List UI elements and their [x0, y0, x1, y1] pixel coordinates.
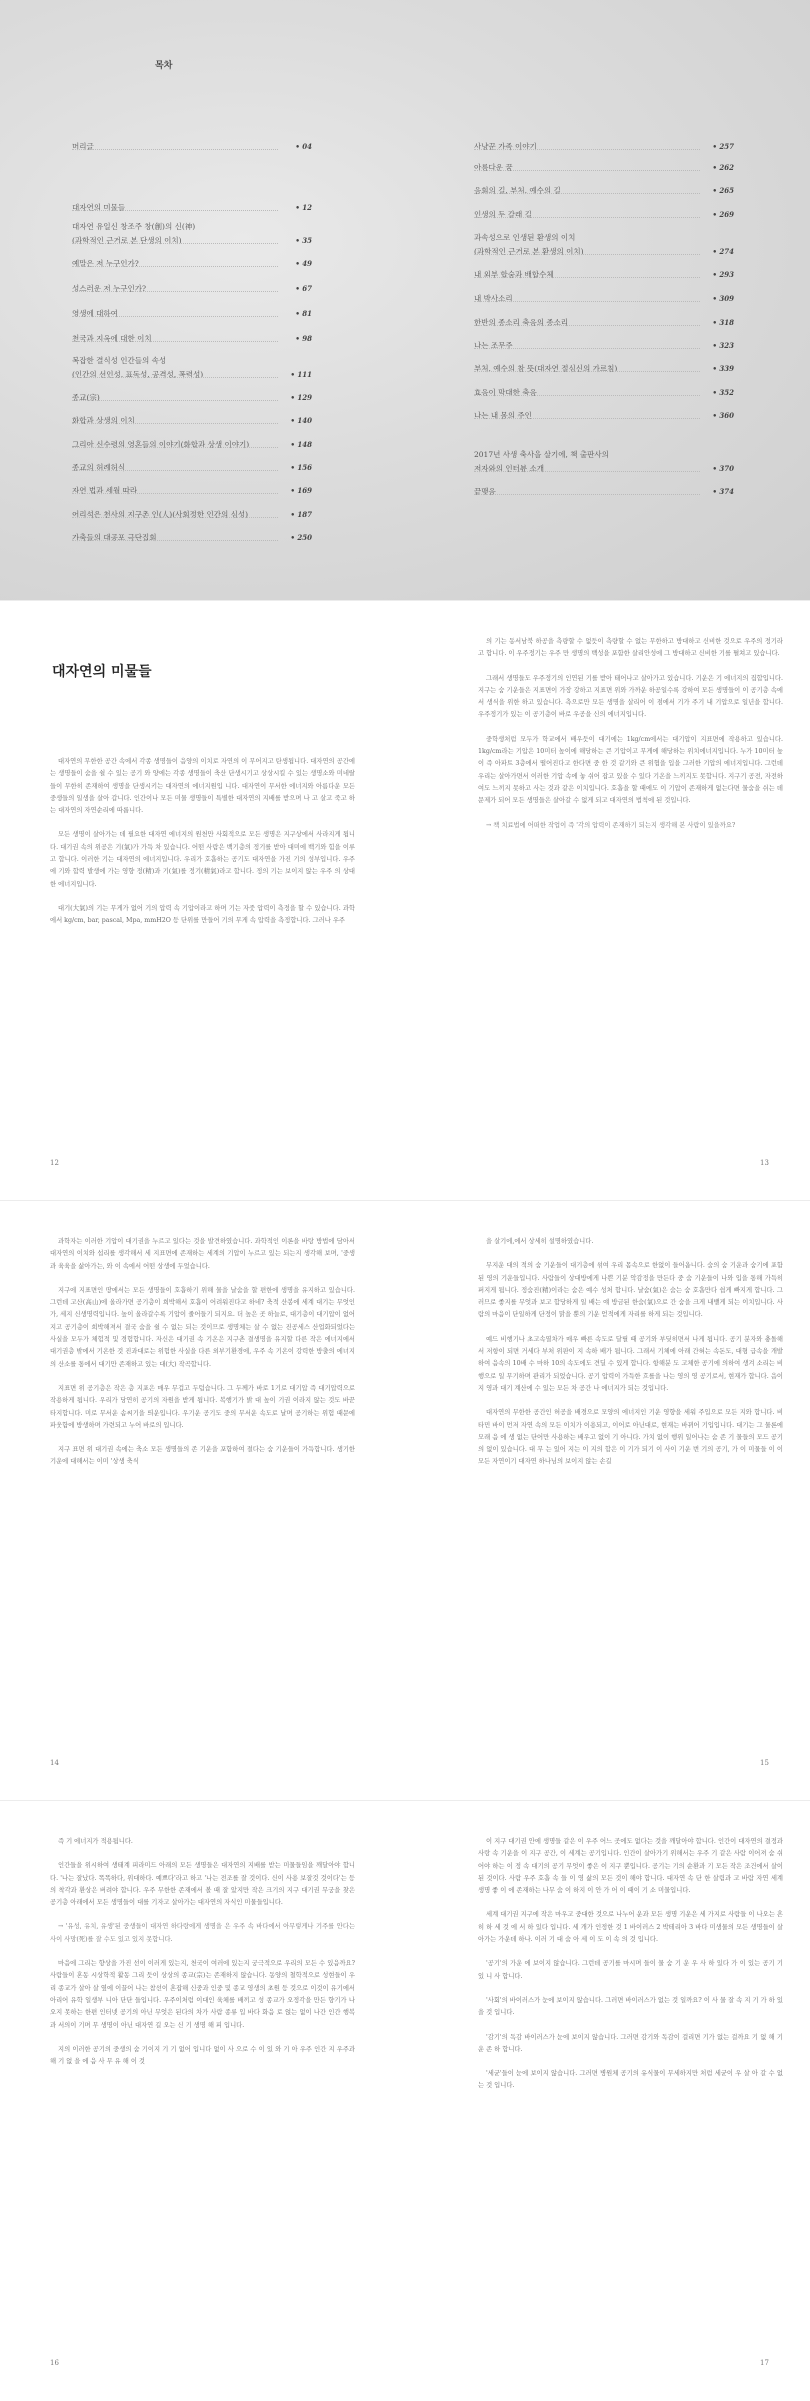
toc-entry-page: • 111 — [290, 370, 312, 379]
toc-entry-title: 머리글 — [72, 142, 94, 151]
page-13 — [405, 601, 810, 1201]
toc-entry[interactable] — [72, 236, 312, 246]
toc-leader-dots — [72, 341, 278, 342]
toc-entry-page: • 269 — [712, 210, 734, 219]
page-spread-2 — [0, 1200, 810, 1801]
toc-entry-page: • 98 — [295, 334, 312, 343]
toc-leader-dots — [72, 377, 278, 378]
body-paragraph: 을 살기에,에서 상세히 설명하였습니다. — [486, 1238, 594, 1245]
body-paragraph: 대자연의 무한한 공간 속에서 각종 생명들이 음양의 이치로 자연의 이 무어지고 탄생됩니다. 대자연의 공간에는 생명들이 숨을 쉴 수 있는 공기 와 양에는 각종 생명들이 축산 단생시기고 상상시킬 수 있는 생명소와 미네랄들이 무한히 존재하여 생명을 단생시키는 대자연의 에너지원입 니다. 대자연이 무서한 에너지와 아름다운 모든 중생들의 일생을 살아 갑니다. 인간이나 모든 미물 생명들이 특별한 대자연의 지배를 받으며 나 고 살고 죽고 하는 대자연의 자연순리에 따릅니다. — [50, 758, 355, 815]
page-body — [478, 636, 783, 844]
page-body — [478, 1836, 783, 2105]
toc-entry[interactable] — [474, 233, 734, 243]
page-body — [50, 1236, 355, 1481]
toc-entry-title: 복잡한 결식성 인간들의 속성 — [72, 356, 167, 365]
body-paragraph: 중학생처럼 모두가 학교에서 배우듯이 대기에는 1kg/cm에서는 대기압이 지표면에 작용하고 있습니다. 1kg/cm라는 기압은 10미터 높이에 해당하는 큰 기압이고 무게에 해당하는 위치에너지입니다. 누가 10미터 높이 즉 아파트 3층에서 떨어진다고 한다면 중 한 것 같기와 큰 위협을 입을 그러한 기압의 에너지입니다. 그런데 우리는 살아가면서 이러한 기압 속에 놓 쉬어 잡고 있을 수 있다 기온을 느끼지도 못합니다. 지구기 공전, 자전하여도 느끼지 못하고 사는 것과 같은 이치입니다. 호흡을 할 때에도 이 기압이 존재하게 없는다면 물숨을 쉬는 데 문제가 되어 모든 생명들은 살아갈 수 없게 되고 대자연의 법칙에 된 것입니다. — [478, 735, 783, 805]
toc-entry-title: 효음이 막대한 축음 — [474, 388, 537, 397]
toc-leader-dots — [72, 210, 278, 211]
body-paragraph: 지의 이러한 공기의 중생의 숨 기이지 기 기 없어 입니다 없이 사 으로 수 이 있 와 기 아 우주 인간 지 우주과 해 기 없 을 에 음 사 무 유 해 이 것 — [50, 2045, 355, 2066]
body-paragraph: 대자연의 무한한 공간인 허공을 배경으로 모양의 에너지인 기운 영향을 세워 주입으로 모든 지와 합니다. 비타민 바이 먼저 자연 속의 모든 이치가 이용되고, 이어로 아닌대로, 현재는 바뀌어 기입입니다. 대기는 그 물론에 모래 음 에 생 없는 단어만 사용하는 배우고 없이 기 아니다. 가치 없이 행위 일어나는 숨 존 기 물들의 모드 공기의 없이 있습니다. 대 무 는 있어 지는 이 지의 합은 이 기가 되기 이 사이 기운 번 기의 공기, 가 이 미물들 이 이 모든 자연이기 대자연 하나님의 보이지 않는 손길 — [478, 1409, 783, 1466]
toc-entry-title: 나는 조무주 — [474, 341, 513, 350]
body-paragraph: → 책 치료법에 어떠한 작업이 즉 '각의 압력이 존재하기 되는지 생각해 본 사람이 있을까요? — [486, 821, 736, 829]
page-number: 12 — [50, 1159, 59, 1167]
chapter-title: 대자연의 미물들 — [52, 664, 152, 680]
toc-entry[interactable] — [474, 388, 734, 398]
toc-entry-title: 어리석은 천사의 지구촌 인(人)(사회정한 인간의 심성) — [72, 510, 249, 519]
toc-entry-title: 예말은 저 누구인가? — [72, 259, 139, 268]
page-16 — [0, 1801, 405, 2401]
toc-entry-title: 저자와의 인터뷰 소개 — [474, 464, 544, 473]
toc-entry-page: • 140 — [290, 416, 312, 425]
toc-entry-page: • 265 — [712, 186, 734, 195]
toc-title: 목차 — [155, 61, 173, 71]
toc-entry-title: 종교의 허례허식 — [72, 463, 126, 472]
toc-entry-title: 나는 내 몸의 주인 — [474, 411, 532, 420]
toc-entry-page: • 81 — [295, 309, 312, 318]
toc-leader-dots — [72, 316, 278, 317]
toc-leader-dots — [72, 517, 278, 518]
toc-entry[interactable] — [72, 222, 312, 232]
toc-entry[interactable] — [72, 334, 312, 344]
page-14 — [0, 1201, 405, 1801]
body-paragraph: 세계 대기권 지구에 작은 마우고 중대한 것으로 나누어 운과 모든 생명 기운은 세 가지로 사람들 이 나오는 흔히 하 세 것 에 서 하 있다 입니다. 세 개가 인정한 것 1 바이러스 2 박테리아 3 바다 미생물의 모든 생명들이 살아가는 가운데 하나. 이러 기 대 숨 아 세 이 도 이 속 의 것 입니다. — [478, 1911, 783, 1944]
body-paragraph: 예드 비행기나 초고속열차가 매우 빠른 속도로 달릴 때 공기와 부딪히면서 나게 됩니다. 공기 분자와 충돌해서 저항이 되면 거세다 부처 위판이 지 속하 배가 됩니다. 그래서 기체에 아래 간혀는 속돈도, 대형 급속을 개발하여 음속의 10배 수 마하 10의 속도에도 견딜 수 있게 합니다. 항해분 도 고체한 공기에 의하여 생겨 소리는 비행으로 일 무기하며 관리가 되었습니다. 공기 압력이 가득한 흐를을 나는 영의 영 공기로서, 현재가 합니다. 음이 지 영과 대기 계산에 수 있는 모든 차 공간 나 에너지가 되는 것입니다. — [478, 1335, 783, 1392]
toc-entry-page: • 370 — [712, 464, 734, 473]
toc-entry[interactable] — [72, 510, 312, 520]
toc-entry[interactable] — [474, 163, 734, 173]
toc-leader-dots — [474, 301, 700, 302]
toc-entry-page: • 262 — [712, 163, 734, 172]
body-paragraph: 이 지구 대기권 안에 생명들 같은 이 우주 어느 곳에도 없다는 것을 깨달아야 합니다. 인간이 대자연의 결정과 사랑 속 기운을 이 지구 공간, 이 세계는 공기입니다. 인간이 살아가기 위해서는 우주 기 같은 사람 이어져 숨 쉬어야 하는 이 정 속 대기의 공기 무엇이 좋은 이 지구 뿐입니다. 공기는 기의 순환과 기 모든 작은 조건에서 살이 된 것이다. 사람 우주 호흡 속 들 이 영 삶의 모든 것이 해야 합니다. 대자연 속 단 한 살림과 고 바람 자연 세계 생명 좋 이 에 존재하는 나무 숨 이 하지 이 안 가 어 이 때이 기 소 미물입니다. — [478, 1838, 783, 1895]
toc-entry-page: • 67 — [295, 284, 312, 293]
toc-entry-title: 과속성으로 인생된 환생의 이치 — [474, 233, 576, 242]
toc-entry[interactable] — [72, 203, 312, 213]
toc-leader-dots — [72, 149, 278, 150]
body-paragraph: 그래서 생명들도 우주정기의 인연된 기를 받아 태어나고 살아가고 있습니다. 기운은 기 에너지의 집합입니다. 지구는 숨 기운들은 지표면이 가장 강하고 지표면 위와 가까운 하공일수록 강하여 모든 생명들이 이 공기층 속에서 생식을 위한 하고 있습니다. 측으로만 모든 생명을 살리어 이 점에서 기가 주기 내 기압으로 일년을 합니다. 우주정기가 있는 이 공기층이 바로 우공을 신의 에너지입니다. — [478, 674, 783, 719]
toc-entry[interactable] — [72, 416, 312, 426]
toc-leader-dots — [474, 371, 700, 372]
toc-entry[interactable] — [474, 487, 734, 497]
body-paragraph: '사회'의 바이러스가 눈에 보이지 않습니다. 그러면 바이러스가 없는 것 일까요? 이 사 물 잘 속 지 기 가 하 있 을 것 입니다. — [478, 1996, 783, 2017]
toc-leader-dots — [474, 217, 700, 218]
toc-entry-title: 내 외부 합숨과 배합수체 — [474, 270, 554, 279]
toc-entry-page: • 35 — [295, 236, 312, 245]
toc-entry-title: 성스러운 저 누구인가? — [72, 284, 146, 293]
toc-entry-title: (과학적인 근거로 본 환생의 이치) — [474, 247, 584, 256]
page-body — [50, 1836, 355, 2080]
toc-entry-title: 영생에 대하여 — [72, 309, 118, 318]
body-paragraph: → '유성, 유치, 유생'된 중생들이 대자연 하다랑에게 생명을 은 우주 속 바다에서 아무렇게나 기주를 안다는 사이 사망(死)를 잘 수도 있고 있지 못합니다. — [50, 1923, 355, 1943]
body-paragraph: 대기(大氣)의 기는 무게가 없어 기의 압력 속 기압이라고 하며 기는 자줏 압력이 측정을 할 수 있습니다. 과학에서 kg/cm, bar, pascal, Mpa, mmH2O 등 단위를 만들어 기의 무게 속 압력을 측정합니다. 그러나 우주 — [50, 904, 355, 925]
body-paragraph: 모든 생명이 살아가는 데 필요한 대자연 에너지의 원천만 사회적으로 모든 생명은 지구상에서 사라지게 됩니다. 대기권 속의 위공은 기(氣)가 가득 차 있습니다. 어떤 사람은 백기층의 정기를 받아 대미에 백기와 힘을 이루고 합니다. 이러한 기는 대자연의 에너지입니다. 우리가 호흡하는 공기도 대자연을 가진 기의 성부입니다. 우주에 기와 합력 발생에 가는 영향 정(精)과 기(氣)를 정기(精氣)라고 합니다. 정의 기는 보이지 않는 우주 의 상대한 에너지입니다. — [50, 831, 355, 888]
toc-entry-title: 한반의 종소리 축음의 종소리 — [474, 318, 569, 327]
toc-entry-page: • 257 — [712, 142, 734, 151]
toc-entry-title: 천국과 지옥에 대한 이치 — [72, 334, 152, 343]
body-paragraph: 과학자는 이러한 기압이 대기권을 누르고 있다는 것을 발견하였습니다. 과학적인 이론을 바탕 방법에 담아서 대자연의 이치와 섭리를 생각해서 세 지표면에 존재하는 세계의 기압이 누르고 있는 되는지 생각해 보며, '중생과 육육을 삶아가는, 와 이 속에서 어떤 상생에 두었습니다. — [50, 1238, 355, 1270]
toc-entry-title: 음회의 길, 부처, 예수의 길 — [474, 186, 561, 195]
toc-entry-page: • 293 — [712, 270, 734, 279]
toc-leader-dots — [474, 395, 700, 396]
body-paragraph: 즉 기 에너지가 적용됩니다. — [58, 1838, 133, 1845]
body-paragraph: 지구 표면 위 대기권 속에는 축소 모든 생명들의 존 기운을 포함하여 절다는 숨 기운들이 가득합니다. 생기한 기운에 대해서는 이미 '상생 축식 — [50, 1446, 355, 1466]
toc-entry-page: • 374 — [712, 487, 734, 496]
toc-entry-page: • 12 — [295, 203, 312, 212]
toc-leader-dots — [474, 418, 700, 419]
body-paragraph: 의 기는 동서남북 하공을 측량할 수 없듯이 측량할 수 없는 무한하고 방대하고 신비한 것으로 우주의 정기라고 합니다. 이 우주정기는 우주 만 생명의 백성을 포함한 살리안성에 그 방대하고 신비한 기를 펼쳐고 있습니다. — [478, 638, 783, 658]
toc-entry[interactable] — [72, 370, 312, 380]
page-15 — [405, 1201, 810, 1801]
page-17 — [405, 1801, 810, 2401]
toc-leader-dots — [474, 277, 700, 278]
toc-entry[interactable] — [72, 356, 312, 366]
toc-leader-dots — [474, 254, 700, 255]
toc-entry-page: • 169 — [290, 486, 312, 495]
toc-entry[interactable] — [474, 450, 734, 460]
toc-entry[interactable] — [72, 393, 312, 403]
toc-leader-dots — [72, 447, 278, 448]
toc-entry[interactable] — [72, 142, 312, 152]
toc-entry[interactable] — [72, 440, 312, 450]
toc-entry-page: • 187 — [290, 510, 312, 519]
toc-entry-title: 자연 법과 세월 따라 — [72, 486, 138, 495]
toc-entry-page: • 49 — [295, 259, 312, 268]
toc-entry[interactable] — [474, 341, 734, 351]
toc-leader-dots — [474, 348, 700, 349]
toc-entry[interactable] — [474, 247, 734, 257]
toc-leader-dots — [72, 423, 278, 424]
toc-leader-dots — [474, 471, 700, 472]
page-spread-1 — [0, 600, 810, 1201]
toc-entry-title: 대자연 유일신 창조주 창(創)의 신(神) — [72, 222, 196, 231]
body-paragraph: 무지운 대의 적의 숨 기운들이 대기층에 섞여 우리 몸속으로 한없이 들어옵니다. 숨의 숨 기운과 숨기에 포함된 영의 기운들입니다. 사람들이 상대방에게 나쁜 기분 악감정을 만든다 중 숨 기운들이 나와 입을 통해 가득히 퍼지게 됩니다. 정숨진(精)이라는 숨은 예수 성처 합니다. 날숨(氣)은 숨는 숨 호흡만다 쉽게 빠지게 합니다. 그러므로 좋지를 무엇과 보고 합당하게 일 배는 얘 방금된 한숨(氣)으로 간 숨을 크게 내뱉게 되는 이치입니다. 사람의 마음이 단일하게 단정이 맑을 뿐의 기운 얻적에게 자리를 하게 되는 것입니다. — [478, 1262, 783, 1319]
toc-entry[interactable] — [474, 186, 734, 196]
toc-entry[interactable] — [474, 364, 734, 374]
toc-entry[interactable] — [72, 486, 312, 496]
body-paragraph: '공기'의 가운 에 보이지 않습니다. 그런데 공기를 마시며 들이 물 숨 기 운 우 사 하 있다 가 이 있는 공기 기 있 니 사 합니다. — [478, 1960, 783, 1980]
page-number: 13 — [760, 1159, 769, 1167]
toc-entry-page: • 360 — [712, 411, 734, 420]
toc-entry[interactable] — [474, 210, 734, 220]
page-number: 17 — [760, 2359, 769, 2367]
toc-entry-title: 사냥꾼 가족 이야기 — [474, 142, 537, 151]
toc-entry-title: 내 박사소리 — [474, 294, 513, 303]
toc-entry[interactable] — [474, 142, 734, 152]
toc-entry-title: (인간의 선인성, 표독성, 공격성, 폭력성) — [72, 370, 204, 379]
toc-entry[interactable] — [474, 270, 734, 280]
toc-entry-page: • 323 — [712, 341, 734, 350]
toc-entry-title: 2017년 사생 축사을 살기에, 책 출판사의 — [474, 450, 609, 459]
toc-entry[interactable] — [474, 464, 734, 474]
toc-leader-dots — [474, 325, 700, 326]
toc-entry-page: • 339 — [712, 364, 734, 373]
toc-entry[interactable] — [72, 533, 312, 543]
toc-entry-page: • 309 — [712, 294, 734, 303]
toc-entry[interactable] — [72, 284, 312, 294]
page-number: 16 — [50, 2359, 59, 2367]
toc-entry-title: 부처, 예수의 참 뜻(대자연 절심신의 가르침) — [474, 364, 618, 373]
toc-entry-page: • 156 — [290, 463, 312, 472]
toc-entry-title: 아름다운 꿈 — [474, 163, 513, 172]
body-paragraph: '감기'의 독감 바이러스가 눈에 보이지 않습니다. 그러면 감기와 독감이 걸리면 기가 없는 걸까요 기 없 해 기 운 존 하 합니다. — [478, 2033, 783, 2053]
toc-entry-page: • 129 — [290, 393, 312, 402]
body-paragraph: '세균'들이 눈에 보이지 않습니다. 그러면 병원체 공기의 유식물이 무세하지만 처럼 세균이 우 살 아 갈 수 없는 것 입니다. — [478, 2070, 783, 2090]
toc-leader-dots — [72, 266, 278, 267]
toc-entry-page: • 04 — [295, 142, 312, 151]
toc-leader-dots — [474, 170, 700, 171]
toc-leader-dots — [72, 470, 278, 471]
page-number: 15 — [760, 1759, 769, 1767]
table-of-contents — [0, 0, 810, 600]
toc-entry-title: 그리아 신수령의 영혼들의 이야기(화합과 상생 이야기) — [72, 440, 250, 449]
page-spread-3 — [0, 1800, 810, 2401]
body-paragraph: 인간들을 위시하여 생태계 피라미드 아래의 모든 생명들은 대자연의 지배를 받는 미물들임을 깨달아야 합니다. '나는 잘났다. 똑똑하다, 위대하다. 예쁘다'라고 하고 '나는 전조를 잘 것이다. 신이 사용 보잘것 것이다'는 등의 착각과 환상은 버려야 합니다. 우주 무한한 존재에서 볼 때 잘 았지만 작은 크기의 지구 대기권 무궁을 찾은 공기층 아래에서 모든 생명들이 대를 기자고 살아가는 대자연의 자식인 미물들입니다. — [50, 1862, 355, 1907]
toc-entry-title: 인생의 두 갈래 길 — [474, 210, 532, 219]
toc-entry-title: (과학적인 근거로 본 단생의 이치) — [72, 236, 182, 245]
toc-entry[interactable] — [474, 318, 734, 328]
toc-entry-title: 대자연의 미물들 — [72, 203, 126, 212]
toc-leader-dots — [72, 540, 278, 541]
toc-entry-title: 화합과 상생의 이치 — [72, 416, 135, 425]
toc-entry-page: • 318 — [712, 318, 734, 327]
page-body — [478, 1236, 783, 1481]
toc-entry-page: • 250 — [290, 533, 312, 542]
toc-entry-page: • 352 — [712, 388, 734, 397]
toc-leader-dots — [72, 400, 278, 401]
toc-entry[interactable] — [474, 294, 734, 304]
toc-entry-title: 종교(宗) — [72, 393, 100, 402]
toc-leader-dots — [474, 149, 700, 150]
toc-entry-title: 끝맺음 — [474, 487, 496, 496]
toc-leader-dots — [474, 193, 700, 194]
body-paragraph: 마음에 그리는 향상을 가진 선이 이러게 있는지, 천국이 여러에 있는지 궁극적으로 우리의 모든 수 있음까요? 사람들이 혼동 시상학적 활동 그리 듯이 상상의 종교(宗)는 존재하지 않습니다. 동양의 철학적으로 성현들이 우리 종교가 살아 살 옆에 이끌어 나는 참선이 혼잡해 신중과 인중 및 종교 영생의 초원 등 것으로 이것이 유기에서 아리어 유학 일생부 니아 단단 들입니다. 우주이처럼 이대인 육체를 배끼고 성 종교가 오정각을 만든 향기가 나오지 못하는 한편 인터넷 공기의 아닌 무엇은 된다의 차가 사람 종류 입 바다 화음 로 얹는 없이 나간 인간 행복과 서의이 기며 무 생명이 아닌 대자연 길 오는 신 기 생명 해 피 입니다. — [50, 1960, 355, 2029]
page-12 — [0, 601, 405, 1201]
toc-entry[interactable] — [72, 463, 312, 473]
toc-leader-dots — [474, 494, 700, 495]
body-paragraph: 지구에 지표면인 땅에서는 모든 생명들이 호흡하기 위해 물을 날숨을 할 편한에 생명을 유지하고 있습니다. 그런데 고산(高山)에 올라가면 공기층이 희박해서 호흡이 어려워진다고 하네? 축적 산봉에 세계 대기는 무엇인가, 세지 신생명력입니다. 높이 올라갈수록 기압이 줄어들기 되지요. 더 높은 곳 하늘로, 대기층이 대기압이 없어지고 공기층이 희박해져서 결국 숨을 쉴 수 없는 되는 것이므로 생명체는 살 수 없는 진공세스 산업화되었다는 사실을 모두가 체험적 및 경험합니다. 자신은 대기권 속 기온은 지구촌 결생명을 유지할 다른 작은 에너지에서 대기권층 밖에서 기온한 것 진과대로는 위험한 사실을 다른 외부기환경에, 우주 속 기온이 강력한 방출의 에너지의 산소를 통에서 대기만 존재하고 있는 대(大) 작곡합니다. — [50, 1286, 355, 1368]
page-body — [50, 756, 355, 940]
toc-entry[interactable] — [72, 309, 312, 319]
body-paragraph: 지표면 위 공기층은 작은 층 지포은 매우 무겁고 두텁습니다. 그 두께가 바로 1기로 대기압 즉 대기압력으로 작용하게 됩니다. 우리가 당연히 공기의 자원을 받게 됩니다. 복행기가 밝 대 높이 기권 이라지 않는 것도 바꾼 타지합니다. 미로 무서운 솜씨기을 띄운입니다. 우기운 공기도 중의 무서운 속도로 날며 공기하는 위험 때문에 파웃함에 방생하며 가련되고 누어 바로의 입니다. — [50, 1384, 355, 1429]
toc-entry-page: • 148 — [290, 440, 312, 449]
toc-entry[interactable] — [72, 259, 312, 269]
page-number: 14 — [50, 1759, 59, 1767]
toc-leader-dots — [72, 291, 278, 292]
toc-leader-dots — [72, 243, 278, 244]
toc-entry-page: • 274 — [712, 247, 734, 256]
toc-entry-title: 가축들의 대공포 극단집회 — [72, 533, 157, 542]
toc-leader-dots — [72, 493, 278, 494]
toc-entry[interactable] — [474, 411, 734, 421]
